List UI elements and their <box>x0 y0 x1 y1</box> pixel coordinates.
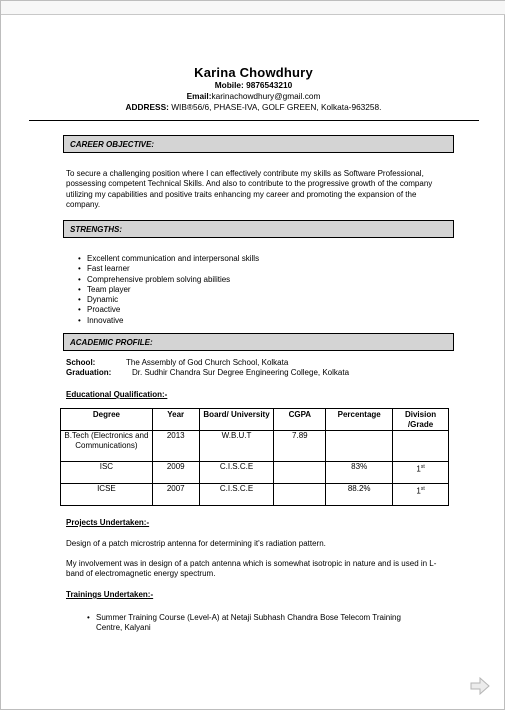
cell-percentage: 88.2% <box>326 484 393 506</box>
cell-year: 2009 <box>152 462 199 484</box>
project-description-1: Design of a patch microstrip antenna for determining it's radiation pattern. <box>66 539 326 548</box>
graduation-college: Dr. Sudhir Chandra Sur Degree Engineering College, Kolkata <box>132 368 350 377</box>
table-header-row <box>61 409 449 431</box>
table-row <box>61 462 449 484</box>
list-item: • Summer Training Course (Level-A) at Netaji Subhash Chandra Bose Telecom Training Centre, Kalyani <box>96 613 426 634</box>
cell-degree: ICSE <box>61 484 153 506</box>
school-name: The Assembly of God Church School, Kolkata <box>126 358 289 367</box>
graduation-label: Graduation: <box>66 368 112 377</box>
header-divider <box>29 120 479 121</box>
cell-degree: B.Tech (Electronics and Communications) <box>61 431 153 462</box>
address-text: WIB®56/6, PHASE-IVA, GOLF GREEN, Kolkata-963258. <box>171 102 382 112</box>
list-item: • Fast learner <box>87 264 259 274</box>
list-item: • Innovative <box>87 316 259 326</box>
division-suffix: st <box>420 486 425 492</box>
address-label: ADDRESS: <box>125 102 169 112</box>
col-degree: Degree <box>61 409 153 431</box>
qualification-table <box>60 408 449 506</box>
cell-division <box>393 431 449 462</box>
list-item: • Team player <box>87 285 259 295</box>
cell-division <box>393 462 449 484</box>
email-line <box>1 91 505 102</box>
resume-header <box>1 65 505 113</box>
educational-qualification-heading: Educational Qualification:- <box>66 390 168 399</box>
next-arrow-icon[interactable] <box>470 677 490 695</box>
email-label: Email: <box>186 91 212 101</box>
list-item: • Comprehensive problem solving abilities <box>87 275 259 285</box>
col-percentage: Percentage <box>326 409 393 431</box>
cell-year: 2007 <box>152 484 199 506</box>
cell-year: 2013 <box>152 431 199 462</box>
strengths-heading: STRENGTHS: <box>63 220 454 238</box>
candidate-name: Karina Chowdhury <box>194 65 313 80</box>
col-division: Division /Grade <box>393 409 449 431</box>
cell-percentage <box>326 431 393 462</box>
cell-degree: ISC <box>61 462 153 484</box>
address-line <box>1 102 505 113</box>
email-address: karinachowdhury@gmail.com <box>211 91 321 101</box>
division-value: 1 <box>416 486 421 496</box>
cell-board: W.B.U.T <box>199 431 274 462</box>
mobile-number: 9876543210 <box>246 80 293 90</box>
cell-percentage: 83% <box>326 462 393 484</box>
col-year: Year <box>152 409 199 431</box>
cell-cgpa: 7.89 <box>274 431 326 462</box>
cell-division <box>393 484 449 506</box>
academic-profile-heading: ACADEMIC PROFILE: <box>63 333 454 351</box>
school-label: School: <box>66 358 96 367</box>
division-value: 1 <box>416 464 421 474</box>
career-objective-heading: CAREER OBJECTIVE: <box>63 135 454 153</box>
col-cgpa: CGPA <box>274 409 326 431</box>
cell-board: C.I.S.C.E <box>199 462 274 484</box>
cell-cgpa <box>274 462 326 484</box>
list-item: • Dynamic <box>87 295 259 305</box>
projects-heading: Projects Undertaken:- <box>66 518 150 527</box>
project-description-2: My involvement was in design of a patch antenna which is somewhat isotropic in nature and is used in L-band of electromagnetic energy spectrum. <box>66 559 437 579</box>
col-board: Board/ University <box>199 409 274 431</box>
school-line <box>66 358 288 369</box>
table-row <box>61 484 449 506</box>
career-objective-text: To secure a challenging position where I can effectively contribute my skills as Software Professional, possessing competent Technical Skills. And also to contribute to the progressive growth of the company utilizing my capabilities and positive traits enhancing my career and promoting the expansion of the company. <box>66 169 433 209</box>
page-top-bar <box>1 1 505 15</box>
graduation-line <box>66 368 349 379</box>
mobile-label: Mobile: <box>214 80 244 90</box>
list-item: • Proactive <box>87 305 259 315</box>
cell-board: C.I.S.C.E <box>199 484 274 506</box>
cell-cgpa <box>274 484 326 506</box>
trainings-list <box>96 613 426 634</box>
table-row <box>61 431 449 462</box>
list-item: • Excellent communication and interpersonal skills <box>87 254 259 264</box>
strengths-list <box>87 254 259 326</box>
trainings-heading: Trainings Undertaken:- <box>66 590 154 599</box>
mobile-line <box>1 80 505 91</box>
division-suffix: st <box>420 464 425 470</box>
